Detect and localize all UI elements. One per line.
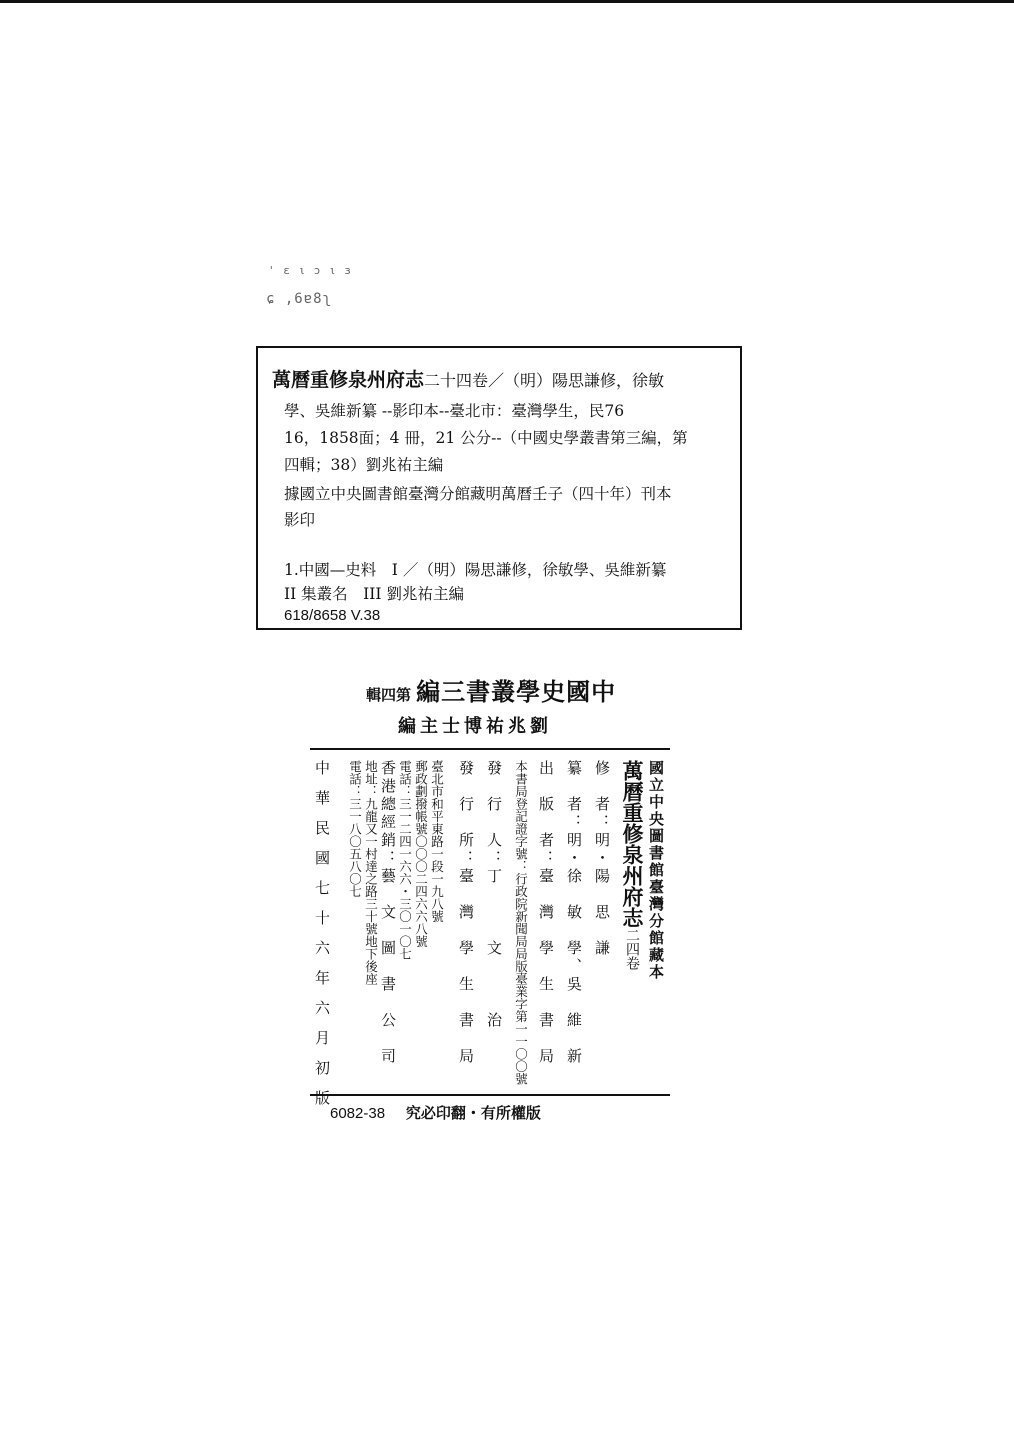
- colophon-column-text: 本書局登記證字號：行政院新聞局局版臺業字第一一〇〇號: [513, 760, 529, 1085]
- catalog-card: [256, 346, 742, 630]
- book-code: 6082-38: [330, 1105, 386, 1122]
- colophon-column-text: 地址：九龍又一村達之路三十號地下後座: [363, 760, 379, 985]
- cip-line-1: 學、吳維新纂 --影印本--臺北市：臺灣學生，民76: [284, 402, 625, 420]
- colophon-column: [514, 760, 527, 1085]
- colophon-column-text: 發 行 所：臺 灣 學 生 書 局: [457, 760, 475, 1066]
- library-stamp-line-1: ' ɛ ι ɔ ι ɜ: [268, 264, 352, 277]
- colophon-column: [458, 760, 473, 1066]
- colophon-column-text: 國立中央圖書館臺灣分館藏本: [647, 760, 665, 981]
- colophon-column: [414, 760, 427, 948]
- colophon-column-text: 香港總經銷：藝 文 圖 書 公 司: [379, 760, 397, 1066]
- cip-line-2: 16，1858面；4 冊，21 公分--（中國史學叢書第三編，第: [284, 429, 688, 447]
- colophon-column: [314, 760, 329, 1120]
- series-main-title: 編三書叢學史國中: [416, 677, 617, 706]
- colophon-volume-count: 二四卷: [624, 928, 640, 970]
- cip-call-number: 618/8658 V.38: [284, 607, 381, 624]
- colophon-column-text: 臺北市和平東路一段一九八號: [429, 760, 445, 923]
- colophon-column: [594, 760, 609, 958]
- colophon-column: [622, 760, 643, 970]
- colophon-column: [648, 760, 663, 981]
- colophon-column: [364, 760, 377, 985]
- cip-line-4: 據國立中央圖書館臺灣分館藏明萬曆壬子（四十年）刊本: [284, 485, 672, 503]
- cip-book-title: 萬曆重修泉州府志: [272, 369, 425, 391]
- top-border-rule: [0, 0, 1014, 3]
- colophon-column-text: 電話：三一八〇五八〇七: [347, 760, 363, 898]
- cip-title-line: [272, 370, 664, 391]
- colophon-column-text: 郵政劃撥帳號〇〇〇二四六六八號: [413, 760, 429, 948]
- cip-line-5: 影印: [284, 511, 316, 529]
- colophon-column-text: 纂 者：明・徐 敏 學、吳 維 新: [565, 760, 583, 1066]
- library-stamp-line-2: ɕ ,6ɐ8ʅ: [266, 291, 333, 307]
- cip-series-line: II 集叢名 III 劉兆祐主編: [284, 585, 464, 603]
- colophon-column-text: 中華民國七十六年六月初版: [313, 760, 331, 1120]
- cip-title-rest: 二十四卷／（明）陽思謙修，徐敏: [424, 371, 665, 390]
- colophon-column-text: 電話：三一二四一六六・三〇一〇七: [397, 760, 413, 960]
- colophon-column: [348, 760, 361, 898]
- colophon-column-text: 萬曆重修泉州府志: [620, 760, 645, 928]
- rights-notice: 究必印翻・有所權版: [405, 1104, 541, 1122]
- colophon-column: [430, 760, 443, 923]
- series-volume: 輯四第: [366, 686, 412, 704]
- colophon-column: [380, 760, 395, 1066]
- colophon-column-text: 出 版 者：臺 灣 學 生 書 局: [537, 760, 555, 1066]
- colophon-column: [398, 760, 411, 960]
- cip-subject-line: 1.中國—史料 I ／（明）陽思謙修，徐敏學、吳維新纂: [284, 561, 667, 579]
- colophon-column-text: 發 行 人：丁 文 治: [485, 760, 503, 1030]
- colophon-column: [486, 760, 501, 1030]
- colophon-column: [566, 760, 581, 1066]
- colophon-column: [538, 760, 553, 1066]
- colophon-column-text: 修 者：明・陽 思 謙: [593, 760, 611, 958]
- cip-line-3: 四輯；38）劉兆祐主編: [284, 456, 444, 474]
- series-editor: 編主士博祐兆劉: [398, 716, 552, 737]
- series-title: [366, 672, 616, 707]
- footer-line: [330, 1102, 541, 1123]
